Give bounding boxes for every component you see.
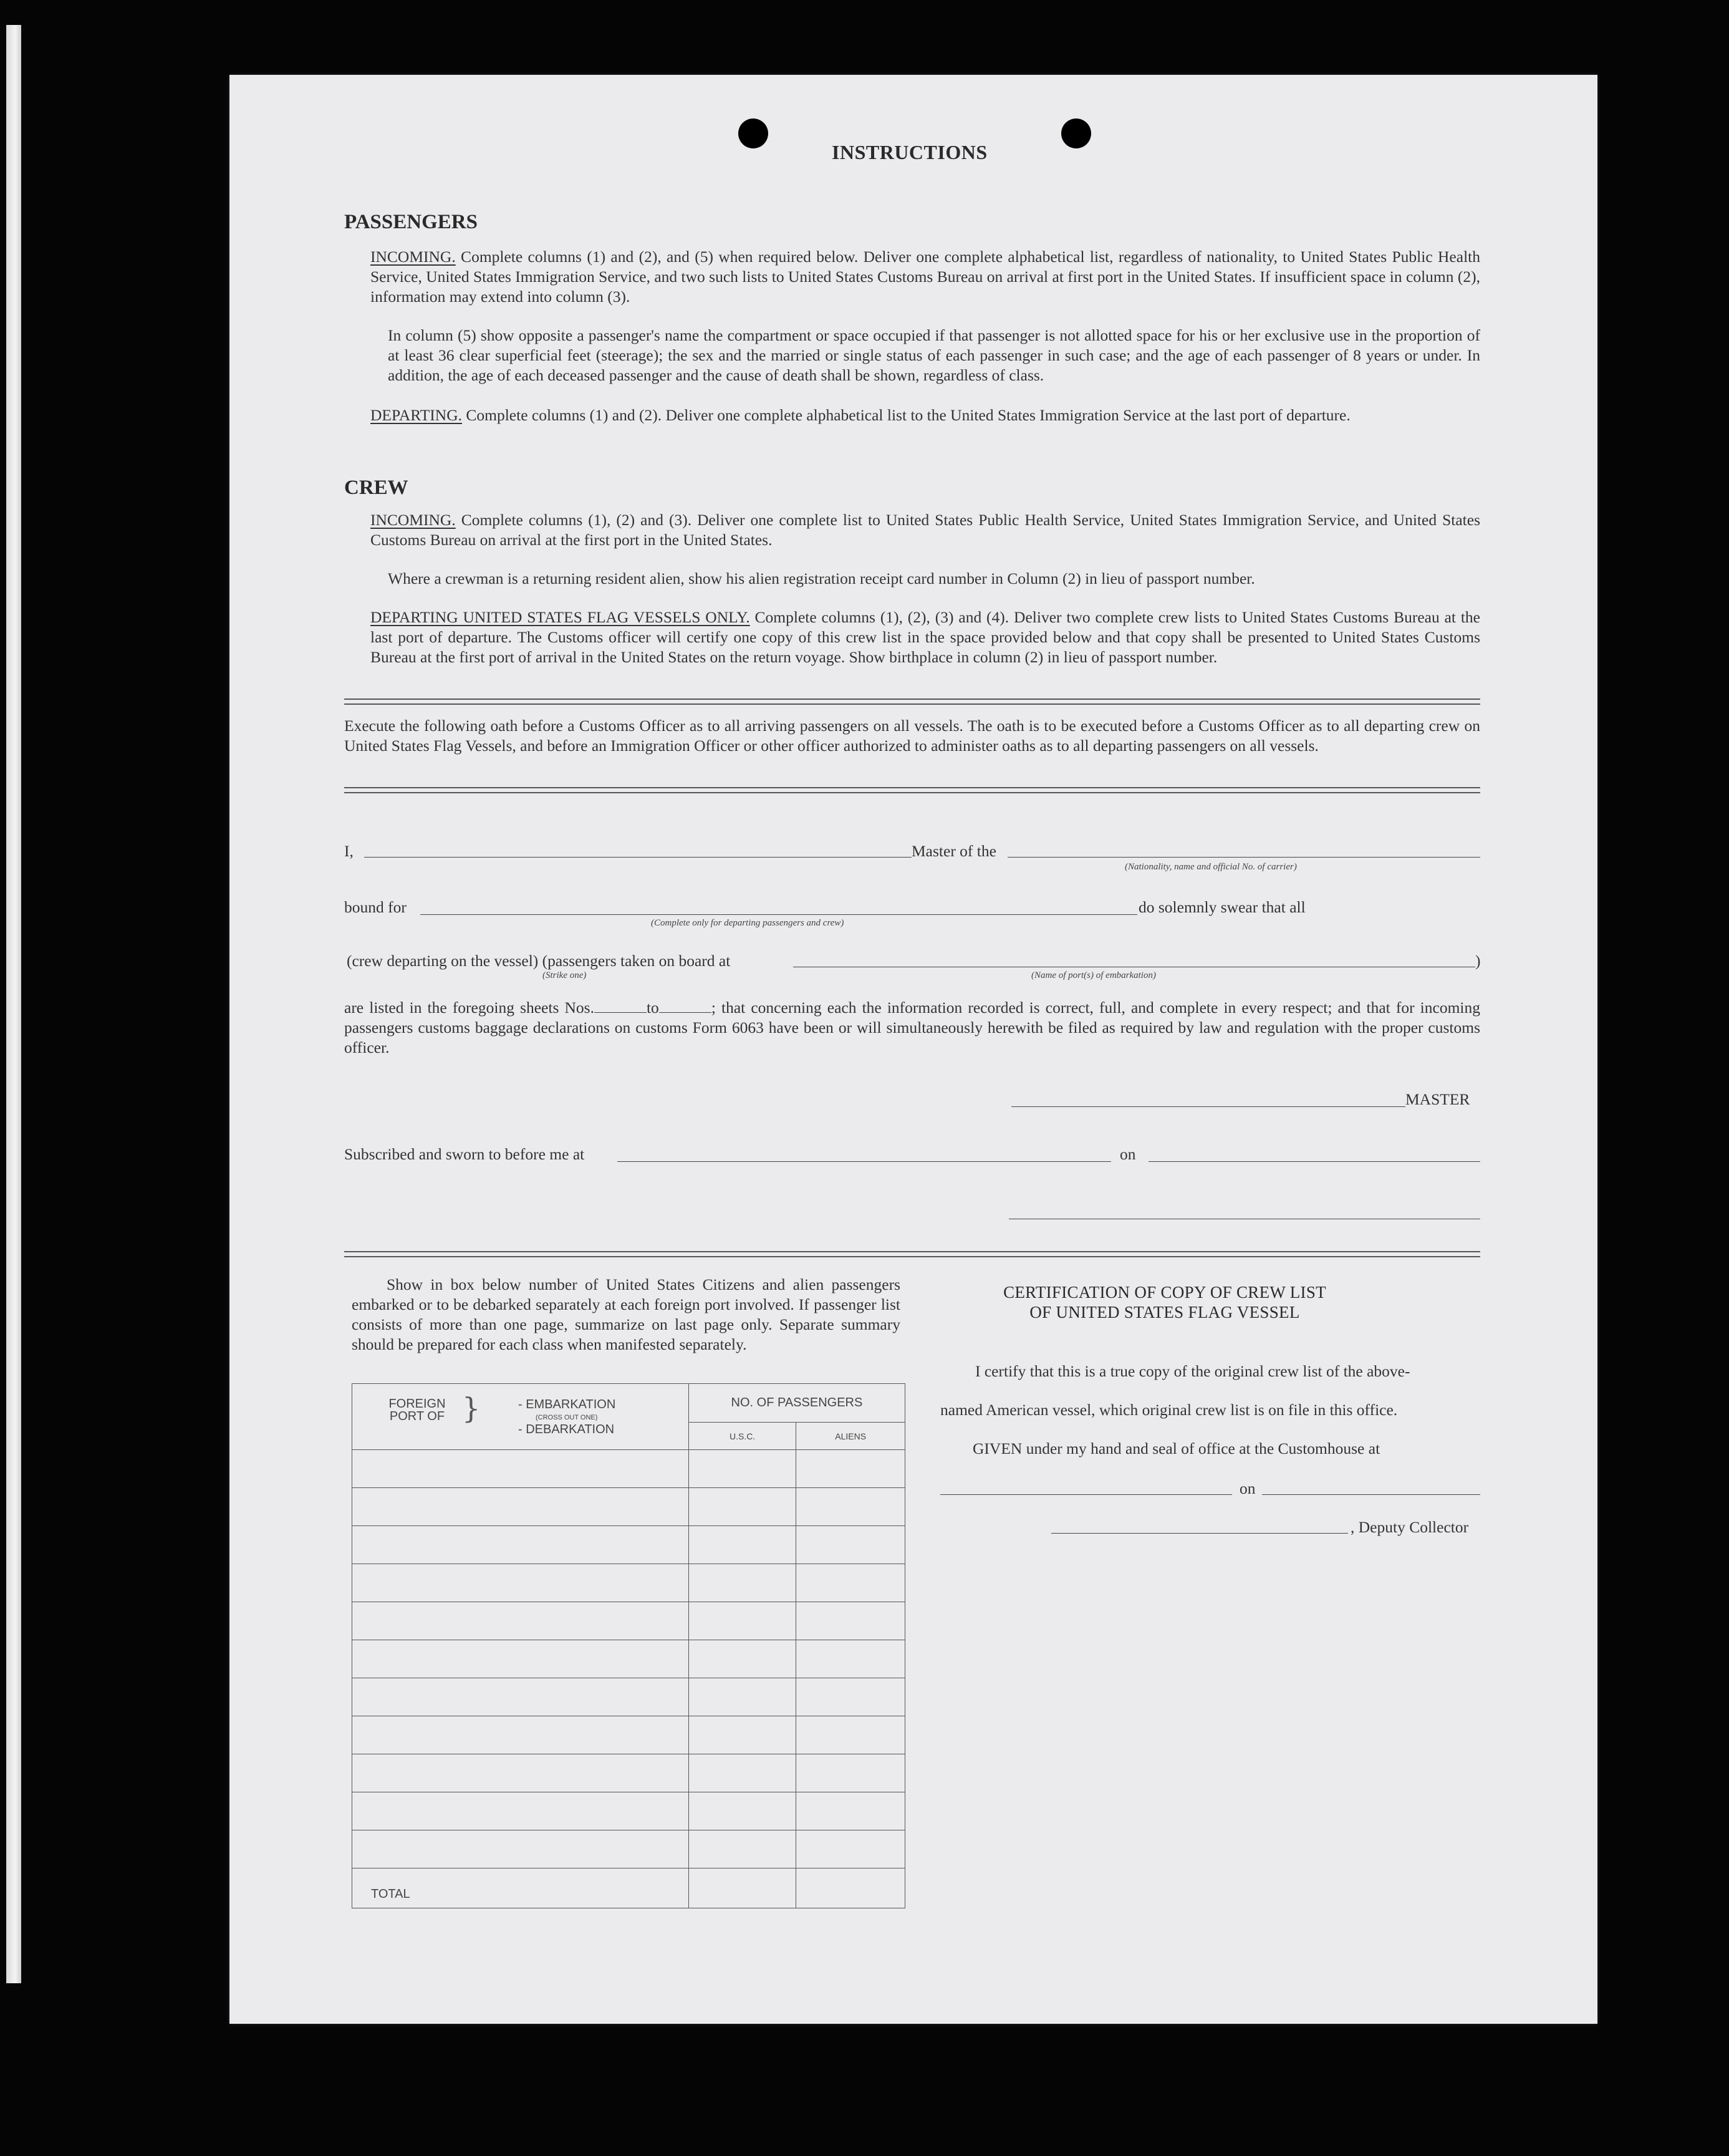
embarkation-port-caption: (Name of port(s) of embarkation) xyxy=(1031,970,1156,980)
carrier-field[interactable] xyxy=(1008,857,1480,858)
usc-cell[interactable] xyxy=(688,1830,796,1868)
subscribed-date-field[interactable] xyxy=(1149,1161,1480,1162)
port-cell[interactable] xyxy=(352,1754,689,1792)
passengers-departing-text: Complete columns (1) and (2). Deliver one complete alphabetical list to the United States Immigration Service at the last port of departure. xyxy=(462,406,1351,424)
usc-cell[interactable] xyxy=(688,1488,796,1526)
customhouse-field[interactable] xyxy=(940,1494,1232,1495)
embarkation-label: - EMBARKATION xyxy=(518,1398,616,1411)
table-row xyxy=(352,1640,905,1678)
listed-sheets-suffix: ; that concerning each the information recorded is correct, full, and complete in every respect; and xyxy=(711,998,1361,1017)
bound-for-caption: (Complete only for departing passengers and crew) xyxy=(651,918,844,928)
passengers-departing-paragraph xyxy=(370,405,1480,425)
total-label-cell xyxy=(352,1868,689,1908)
scanner-edge-strip xyxy=(6,25,21,1983)
passengers-incoming-text: Complete columns (1) and (2), and (5) when required below. Deliver one complete alphabetical list, regardless of nationality, to United States Public Health Service, United States Immigration Service, and two such lists to United States Customs Bureau on arrival at first port in the United States. If insufficient space in column (2), information may extend into column (3). xyxy=(370,248,1480,306)
port-cell[interactable] xyxy=(352,1564,689,1602)
section-divider-1 xyxy=(344,699,1480,705)
table-row xyxy=(352,1602,905,1640)
usc-cell[interactable] xyxy=(688,1678,796,1716)
table-row xyxy=(352,1792,905,1830)
certification-on-label: on xyxy=(1240,1479,1256,1497)
aliens-cell[interactable] xyxy=(796,1526,905,1564)
certification-date-field[interactable] xyxy=(1262,1494,1480,1495)
bound-for-field[interactable] xyxy=(420,914,1137,915)
aliens-cell[interactable] xyxy=(796,1602,905,1640)
passenger-summary-table xyxy=(352,1383,905,1908)
certification-title-line2: OF UNITED STATES FLAG VESSEL xyxy=(1029,1303,1300,1322)
crew-departing-lead: DEPARTING UNITED STATES FLAG VESSELS ONLY. xyxy=(370,608,750,626)
table-row xyxy=(352,1716,905,1754)
strike-one-caption: (Strike one) xyxy=(542,970,587,980)
deputy-collector-label: , Deputy Collector xyxy=(1351,1518,1469,1536)
port-cell[interactable] xyxy=(352,1526,689,1564)
aliens-cell[interactable] xyxy=(796,1754,905,1792)
crew-passengers-label: (crew departing on the vessel) (passengers taken on board at xyxy=(347,952,731,970)
usc-cell[interactable] xyxy=(688,1754,796,1792)
summary-instructions: Show in box below number of United States Citizens and alien passengers embarked or to be debarked separately at each foreign port involved. If passenger list consists of more than one page, summarize on last page only. Separate summary should be prepared for each class when manifested separately. xyxy=(352,1275,900,1353)
port-cell[interactable] xyxy=(352,1450,689,1488)
usc-header: U.S.C. xyxy=(688,1423,796,1450)
debarkation-label: - DEBARKATION xyxy=(518,1423,615,1436)
port-cell[interactable] xyxy=(352,1716,689,1754)
table-row xyxy=(352,1526,905,1564)
close-paren: ) xyxy=(1475,952,1481,970)
port-cell[interactable] xyxy=(352,1602,689,1640)
certification-title xyxy=(946,1282,1383,1322)
crew-heading: CREW xyxy=(344,476,408,499)
crew-resident-paragraph: Where a crewman is a returning resident alien, show his alien registration receipt card number in Column (2) in lieu of passport number. xyxy=(388,569,1255,587)
sheet-from-field[interactable] xyxy=(594,998,647,1013)
no-of-passengers-header: NO. OF PASSENGERS xyxy=(688,1384,905,1423)
master-signature-field[interactable] xyxy=(1011,1106,1405,1107)
listed-sheets-paragraph xyxy=(344,998,1480,1058)
total-aliens-cell[interactable] xyxy=(796,1868,905,1908)
usc-cell[interactable] xyxy=(688,1564,796,1602)
section-divider-2 xyxy=(344,787,1480,793)
bound-for-label: bound for xyxy=(344,898,407,916)
table-row xyxy=(352,1678,905,1716)
listed-sheets-rest: that for incoming passengers customs baggage declarations on customs Form 6063 have been or will simultaneously herewith be filed as required by law and regulation with the proper customs officer. xyxy=(344,998,1481,1056)
port-cell[interactable] xyxy=(352,1792,689,1830)
sheet-to-field[interactable] xyxy=(659,998,711,1013)
port-cell[interactable] xyxy=(352,1678,689,1716)
oath-i-label: I, xyxy=(344,842,354,860)
port-header-cell xyxy=(352,1384,689,1450)
deputy-collector-signature-field[interactable] xyxy=(1051,1533,1348,1534)
usc-cell[interactable] xyxy=(688,1526,796,1564)
master-name-field[interactable] xyxy=(364,857,912,858)
total-label: TOTAL xyxy=(371,1887,410,1901)
oath-intro-paragraph: Execute the following oath before a Customs Officer as to all arriving passengers on all vessels. The oath is to be executed before a Customs Officer as to all departing crew on United States Flag Vessels, and before an Immigration Officer or other officer authorized to administer oaths as to all departing passengers on all vessels. xyxy=(344,717,1480,755)
page-title: INSTRUCTIONS xyxy=(832,141,988,163)
port-cell[interactable] xyxy=(352,1830,689,1868)
passengers-incoming-paragraph xyxy=(370,247,1480,307)
table-row xyxy=(352,1830,905,1868)
aliens-cell[interactable] xyxy=(796,1488,905,1526)
aliens-cell[interactable] xyxy=(796,1792,905,1830)
certification-title-line1: CERTIFICATION OF COPY OF CREW LIST xyxy=(1003,1283,1326,1302)
master-label: MASTER xyxy=(1405,1090,1470,1108)
total-usc-cell[interactable] xyxy=(688,1868,796,1908)
passengers-incoming-lead: INCOMING. xyxy=(370,248,456,266)
usc-cell[interactable] xyxy=(688,1716,796,1754)
port-cell[interactable] xyxy=(352,1640,689,1678)
port-cell[interactable] xyxy=(352,1488,689,1526)
section-divider-3 xyxy=(344,1251,1480,1257)
usc-cell[interactable] xyxy=(688,1450,796,1488)
foreign-port-label: FOREIGN PORT OF xyxy=(388,1397,446,1423)
aliens-header: ALIENS xyxy=(796,1423,905,1450)
usc-cell[interactable] xyxy=(688,1602,796,1640)
crew-departing-text: Complete columns (1), (2), (3) and (4). Deliver two complete crew lists to United States Customs Bureau at the last port of departure. The Customs officer will certify one copy of this crew list in the space provided below and that copy shall be presented to United States Customs Bureau at the first port of arrival in the United States on the return voyage. Show birthplace in column (2) in lieu of passport number. xyxy=(370,608,1480,666)
solemnly-swear-label: do solemnly swear that all xyxy=(1139,898,1306,916)
passengers-departing-lead: DEPARTING. xyxy=(370,406,462,424)
aliens-cell[interactable] xyxy=(796,1450,905,1488)
brace-glyph: } xyxy=(462,1391,481,1425)
table-row xyxy=(352,1450,905,1488)
aliens-cell[interactable] xyxy=(796,1640,905,1678)
aliens-cell[interactable] xyxy=(796,1830,905,1868)
table-row xyxy=(352,1754,905,1792)
crew-incoming-lead: INCOMING. xyxy=(370,511,456,529)
total-row xyxy=(352,1868,905,1908)
crew-incoming-paragraph xyxy=(370,510,1480,550)
certify-line-b: named American vessel, which original crew list is on file in this office. xyxy=(940,1401,1398,1419)
carrier-caption: (Nationality, name and official No. of carrier) xyxy=(1125,862,1297,872)
passengers-heading: PASSENGERS xyxy=(344,211,478,233)
master-of-the-label: Master of the xyxy=(912,842,996,860)
subscribed-on-label: on xyxy=(1120,1145,1136,1163)
aliens-cell[interactable] xyxy=(796,1564,905,1602)
table-row xyxy=(352,1488,905,1526)
cross-out-caption: (CROSS OUT ONE) xyxy=(536,1414,598,1421)
listed-to-label: to xyxy=(646,998,659,1017)
subscribed-label: Subscribed and sworn to before me at xyxy=(344,1145,585,1163)
punch-hole-right xyxy=(1061,118,1091,148)
aliens-cell[interactable] xyxy=(796,1678,905,1716)
table-row xyxy=(352,1564,905,1602)
listed-sheets-prefix: are listed in the foregoing sheets Nos. xyxy=(344,998,594,1017)
certify-line-a: I certify that this is a true copy of the original crew list of the above- xyxy=(975,1362,1410,1380)
usc-cell[interactable] xyxy=(688,1792,796,1830)
punch-hole-left xyxy=(738,118,768,148)
aliens-cell[interactable] xyxy=(796,1716,905,1754)
form-page xyxy=(229,75,1597,2024)
usc-cell[interactable] xyxy=(688,1640,796,1678)
passengers-column5-paragraph: In column (5) show opposite a passenger's name the compartment or space occupied if that passenger is not allotted space for his or her exclusive use in the proportion of at least 36 clear superficial feet (steerage); the sex and the married or single status of each passenger in such case; and the age of each passenger of 8 years or under. In addition, the age of each deceased passenger and the cause of death shall be shown, regardless of class. xyxy=(388,326,1480,384)
subscribed-place-field[interactable] xyxy=(617,1161,1111,1162)
given-under-hand: GIVEN under my hand and seal of office at the Customhouse at xyxy=(973,1439,1380,1457)
crew-departing-paragraph xyxy=(370,607,1480,667)
crew-incoming-text: Complete columns (1), (2) and (3). Deliver one complete list to United States Public Health Service, United States Immigration Service, and United States Customs Bureau on arrival at the first port in the United States. xyxy=(370,511,1480,549)
